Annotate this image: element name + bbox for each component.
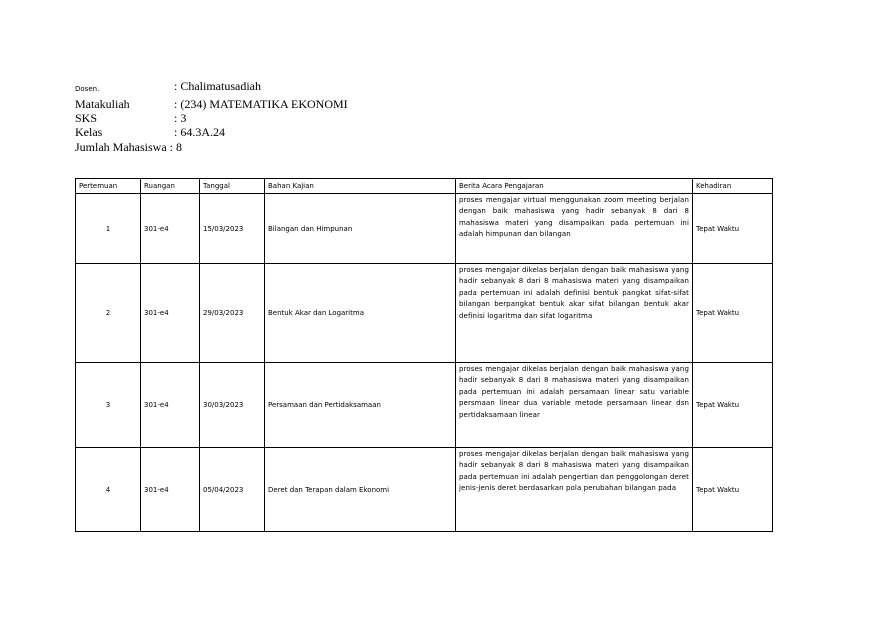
cell-pertemuan: 2 [76,264,141,363]
cell-ruangan: 301-e4 [141,448,200,532]
cell-kehadiran: Tepat Waktu [693,363,773,448]
matakuliah-label: Matakuliah [75,97,130,111]
cell-tanggal: 30/03/2023 [200,363,265,448]
cell-bahan-kajian: Deret dan Terapan dalam Ekonomi [265,448,456,532]
sks-value: : 3 [174,111,187,125]
sks-label: SKS [75,111,98,125]
cell-ruangan: 301-e4 [141,264,200,363]
col-kehadiran: Kehadiran [693,179,773,194]
attendance-table [75,178,773,532]
table-header-row [76,179,773,194]
jumlah-row [75,140,182,154]
cell-tanggal: 15/03/2023 [200,194,265,264]
col-ruangan: Ruangan [141,179,200,194]
table-row [76,363,773,448]
jumlah-label: Jumlah Mahasiswa [75,140,167,154]
cell-berita-acara: proses mengajar dikelas berjalan dengan baik mahasiswa yang hadir sebanyak 8 dari 8 mahasiswa materi yang disampaikan pada pertemuan ini adalah definisi bentuk pangkat sifat-sifat bilangan berpangkat bentuk akar sifat bilangan bentuk akar definisi logaritma dan sifat logaritma [456,264,693,363]
kelas-value: : 64.3A.24 [174,125,225,139]
cell-pertemuan: 1 [76,194,141,264]
cell-kehadiran: Tepat Waktu [693,264,773,363]
cell-tanggal: 29/03/2023 [200,264,265,363]
kelas-label: Kelas [75,125,103,139]
dosen-value: : Chalimatusadiah [174,79,261,93]
table-row [76,264,773,363]
jumlah-value: : 8 [169,140,182,154]
table-row [76,194,773,264]
col-tanggal: Tanggal [200,179,265,194]
cell-berita-acara: proses mengajar dikelas berjalan dengan baik mahasiswa yang hadir sebanyak 8 dari 8 mahasiswa materi yang disampaikan pada pertemuan ini adalah pengertian dan penggolongan deret jenis-jenis deret berdasarkan pola perubahan bilangan pada [456,448,693,532]
cell-ruangan: 301-e4 [141,194,200,264]
cell-kehadiran: Tepat Waktu [693,194,773,264]
cell-kehadiran: Tepat Waktu [693,448,773,532]
cell-bahan-kajian: Bilangan dan Himpunan [265,194,456,264]
cell-pertemuan: 3 [76,363,141,448]
dosen-label: Dosen. [75,85,100,93]
col-bahan-kajian: Bahan Kajian [265,179,456,194]
cell-berita-acara: proses mengajar virtual menggunakan zoom meeting berjalan dengan baik mahasiswa yang hadir sebanyak 8 dari 8 mahasiswa materi yang disampaikan pada pertemuan ini adalah himpunan dan bilangan [456,194,693,264]
col-berita-acara: Berita Acara Pengajaran [456,179,693,194]
cell-bahan-kajian: Bentuk Akar dan Logaritma [265,264,456,363]
cell-bahan-kajian: Persamaan dan Pertidaksamaan [265,363,456,448]
cell-berita-acara: proses mengajar dikelas berjalan dengan baik mahasiswa yang hadir sebanyak 8 dari 8 mahasiswa materi yang disampaikan pada pertemuan ini adalah persamaan linear satu variable persmaan linear dua variable metode persamaan linear dsn pertidaksamaan linear [456,363,693,448]
cell-ruangan: 301-e4 [141,363,200,448]
col-pertemuan: Pertemuan [76,179,141,194]
cell-tanggal: 05/04/2023 [200,448,265,532]
matakuliah-value: : (234) MATEMATIKA EKONOMI [174,97,348,111]
table-row [76,448,773,532]
cell-pertemuan: 4 [76,448,141,532]
